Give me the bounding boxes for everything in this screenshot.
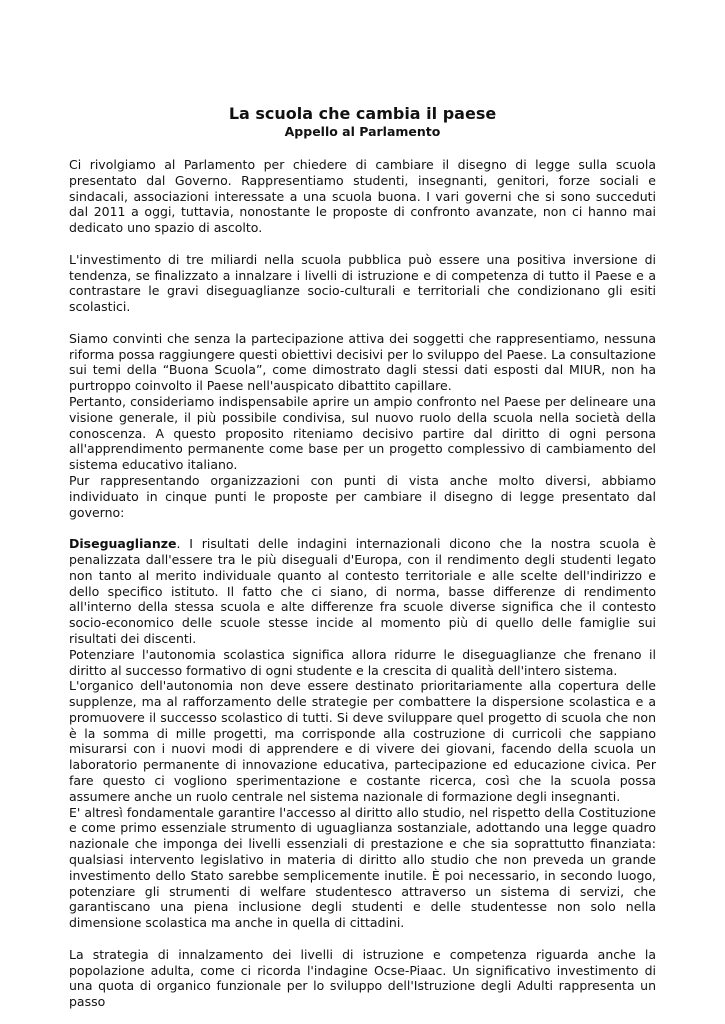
paragraph-five-points: Pur rappresentando organizzazioni con punti di vista anche molto diversi, abbiamo individuato in cinque punti le proposte per cambiare il disegno di legge presentato dal governo: bbox=[69, 472, 656, 520]
paragraph-participation: Siamo convinti che senza la partecipazione attiva dei soggetti che rappresentiamo, nessuna riforma possa raggiungere questi obiettivi decisivi per lo sviluppo del Paese. La consultazione sui temi della “Buona Scuola”, come dimostrato dagli stessi dati esposti dal MIUR, non ha purtroppo coinvolto il Paese nell'auspicato dibattito capillare. bbox=[69, 330, 656, 394]
paragraph-intro: Ci rivolgiamo al Parlamento per chiedere di cambiare il disegno di legge sulla scuola presentato dal Governo. Rappresentiamo studenti, insegnanti, genitori, forze sociali e sindacali, associazioni interessate a una scuola buona. I vari governi che si sono succeduti dal 2011 a oggi, tuttavia, nonostante le proposte di confronto avanzate, non ci hanno mai dedicato uno spazio di ascolto. bbox=[69, 157, 656, 236]
paragraph-investment: L'investimento di tre miliardi nella scuola pubblica può essere una positiva inversione di tendenza, se finalizzato a innalzare i livelli di istruzione e di competenza di tutto il Paese e a contrastare le gravi diseguaglianze socio-culturali e territoriali che condizionano gli esiti scolastici. bbox=[69, 251, 656, 315]
section-first-text: . I risultati delle indagini internazionali dicono che la nostra scuola è penalizzata dall'essere tra le più diseguali d'Europa, con il rendimento degli studenti legato non tanto al merito individuale quanto al contesto territoriale e alle scelte dell'indirizzo e dello specifico istituto. Il fatto che ci siano, di norma, basse differenze di rendimento all'interno della stessa scuola e alte differenze fra scuole diverse significa che il contesto socio-economico delle scuole stesse incide al momento più di quello delle famiglie sui risultati dei discenti. bbox=[69, 536, 656, 646]
document-title: La scuola che cambia il paese bbox=[228, 104, 497, 123]
paragraph-diritto-studio: E' altresì fondamentale garantire l'accesso al diritto allo studio, nel rispetto della Costituzione e come primo essenziale strumento di uguaglianza sostanziale, adottando una legge quadro nazionale che imponga dei livelli essenziali di prestazione e che sia soprattutto finanziata: qualsiasi intervento legislativo in materia di diritto allo studio che non preveda un grande investimento dello Stato sarebbe semplicemente inutile. È poi necessario, in secondo luogo, potenziare gli strumenti di welfare studentesco attraverso un sistema di servizi, che garantiscano una piena inclusione degli studenti e delle studentesse non solo nella dimensione scolastica ma anche in quella di cittadini. bbox=[69, 804, 656, 931]
document-subtitle: Appello al Parlamento bbox=[284, 124, 441, 139]
paragraph-organico: L'organico dell'autonomia non deve essere destinato prioritariamente alla copertura delle supplenze, ma al rafforzamento delle strategie per combattere la dispersione scolastica e a promuovere il successo scolastico di tutti. Si deve sviluppare quel progetto di scuola che non è la somma di mille progetti, ma corrisponde alla costruzione di curricoli che sappiano misurarsi con i nuovi modi di apprendere e di vivere dei giovani, facendo della scuola un laboratorio permanente di innovazione educativa, partecipazione ed educazione civica. Per fare questo ci vogliono sperimentazione e costante ricerca, così che la scuola possa assumere anche un ruolo centrale nel sistema nazionale di formazione degli insegnanti. bbox=[69, 678, 656, 804]
section-diseguaglianze bbox=[69, 536, 656, 647]
document-page bbox=[69, 104, 656, 1010]
paragraph-adulti: La strategia di innalzamento dei livelli di istruzione e competenza riguarda anche la popolazione adulta, come ci ricorda l'indagine Ocse-Piaac. Un significativo investimento di una quota di organico funzionale per lo sviluppo dell'Istruzione degli Adulti rappresenta un passo bbox=[69, 946, 656, 1010]
paragraph-confronto: Pertanto, consideriamo indispensabile aprire un ampio confronto nel Paese per delineare una visione generale, il più possibile condivisa, sul nuovo ruolo della scuola nella società della conoscenza. A questo proposito riteniamo decisivo partire dal diritto di ogni persona all'apprendimento permanente come base per un progetto complessivo di cambiamento del sistema educativo italiano. bbox=[69, 393, 656, 473]
paragraph-autonomia: Potenziare l'autonomia scolastica significa allora ridurre le diseguaglianze che frenano il diritto al successo formativo di ogni studente e la crescita di qualità dell'intero sistema. bbox=[69, 646, 656, 678]
section-heading: Diseguaglianze bbox=[69, 536, 177, 552]
